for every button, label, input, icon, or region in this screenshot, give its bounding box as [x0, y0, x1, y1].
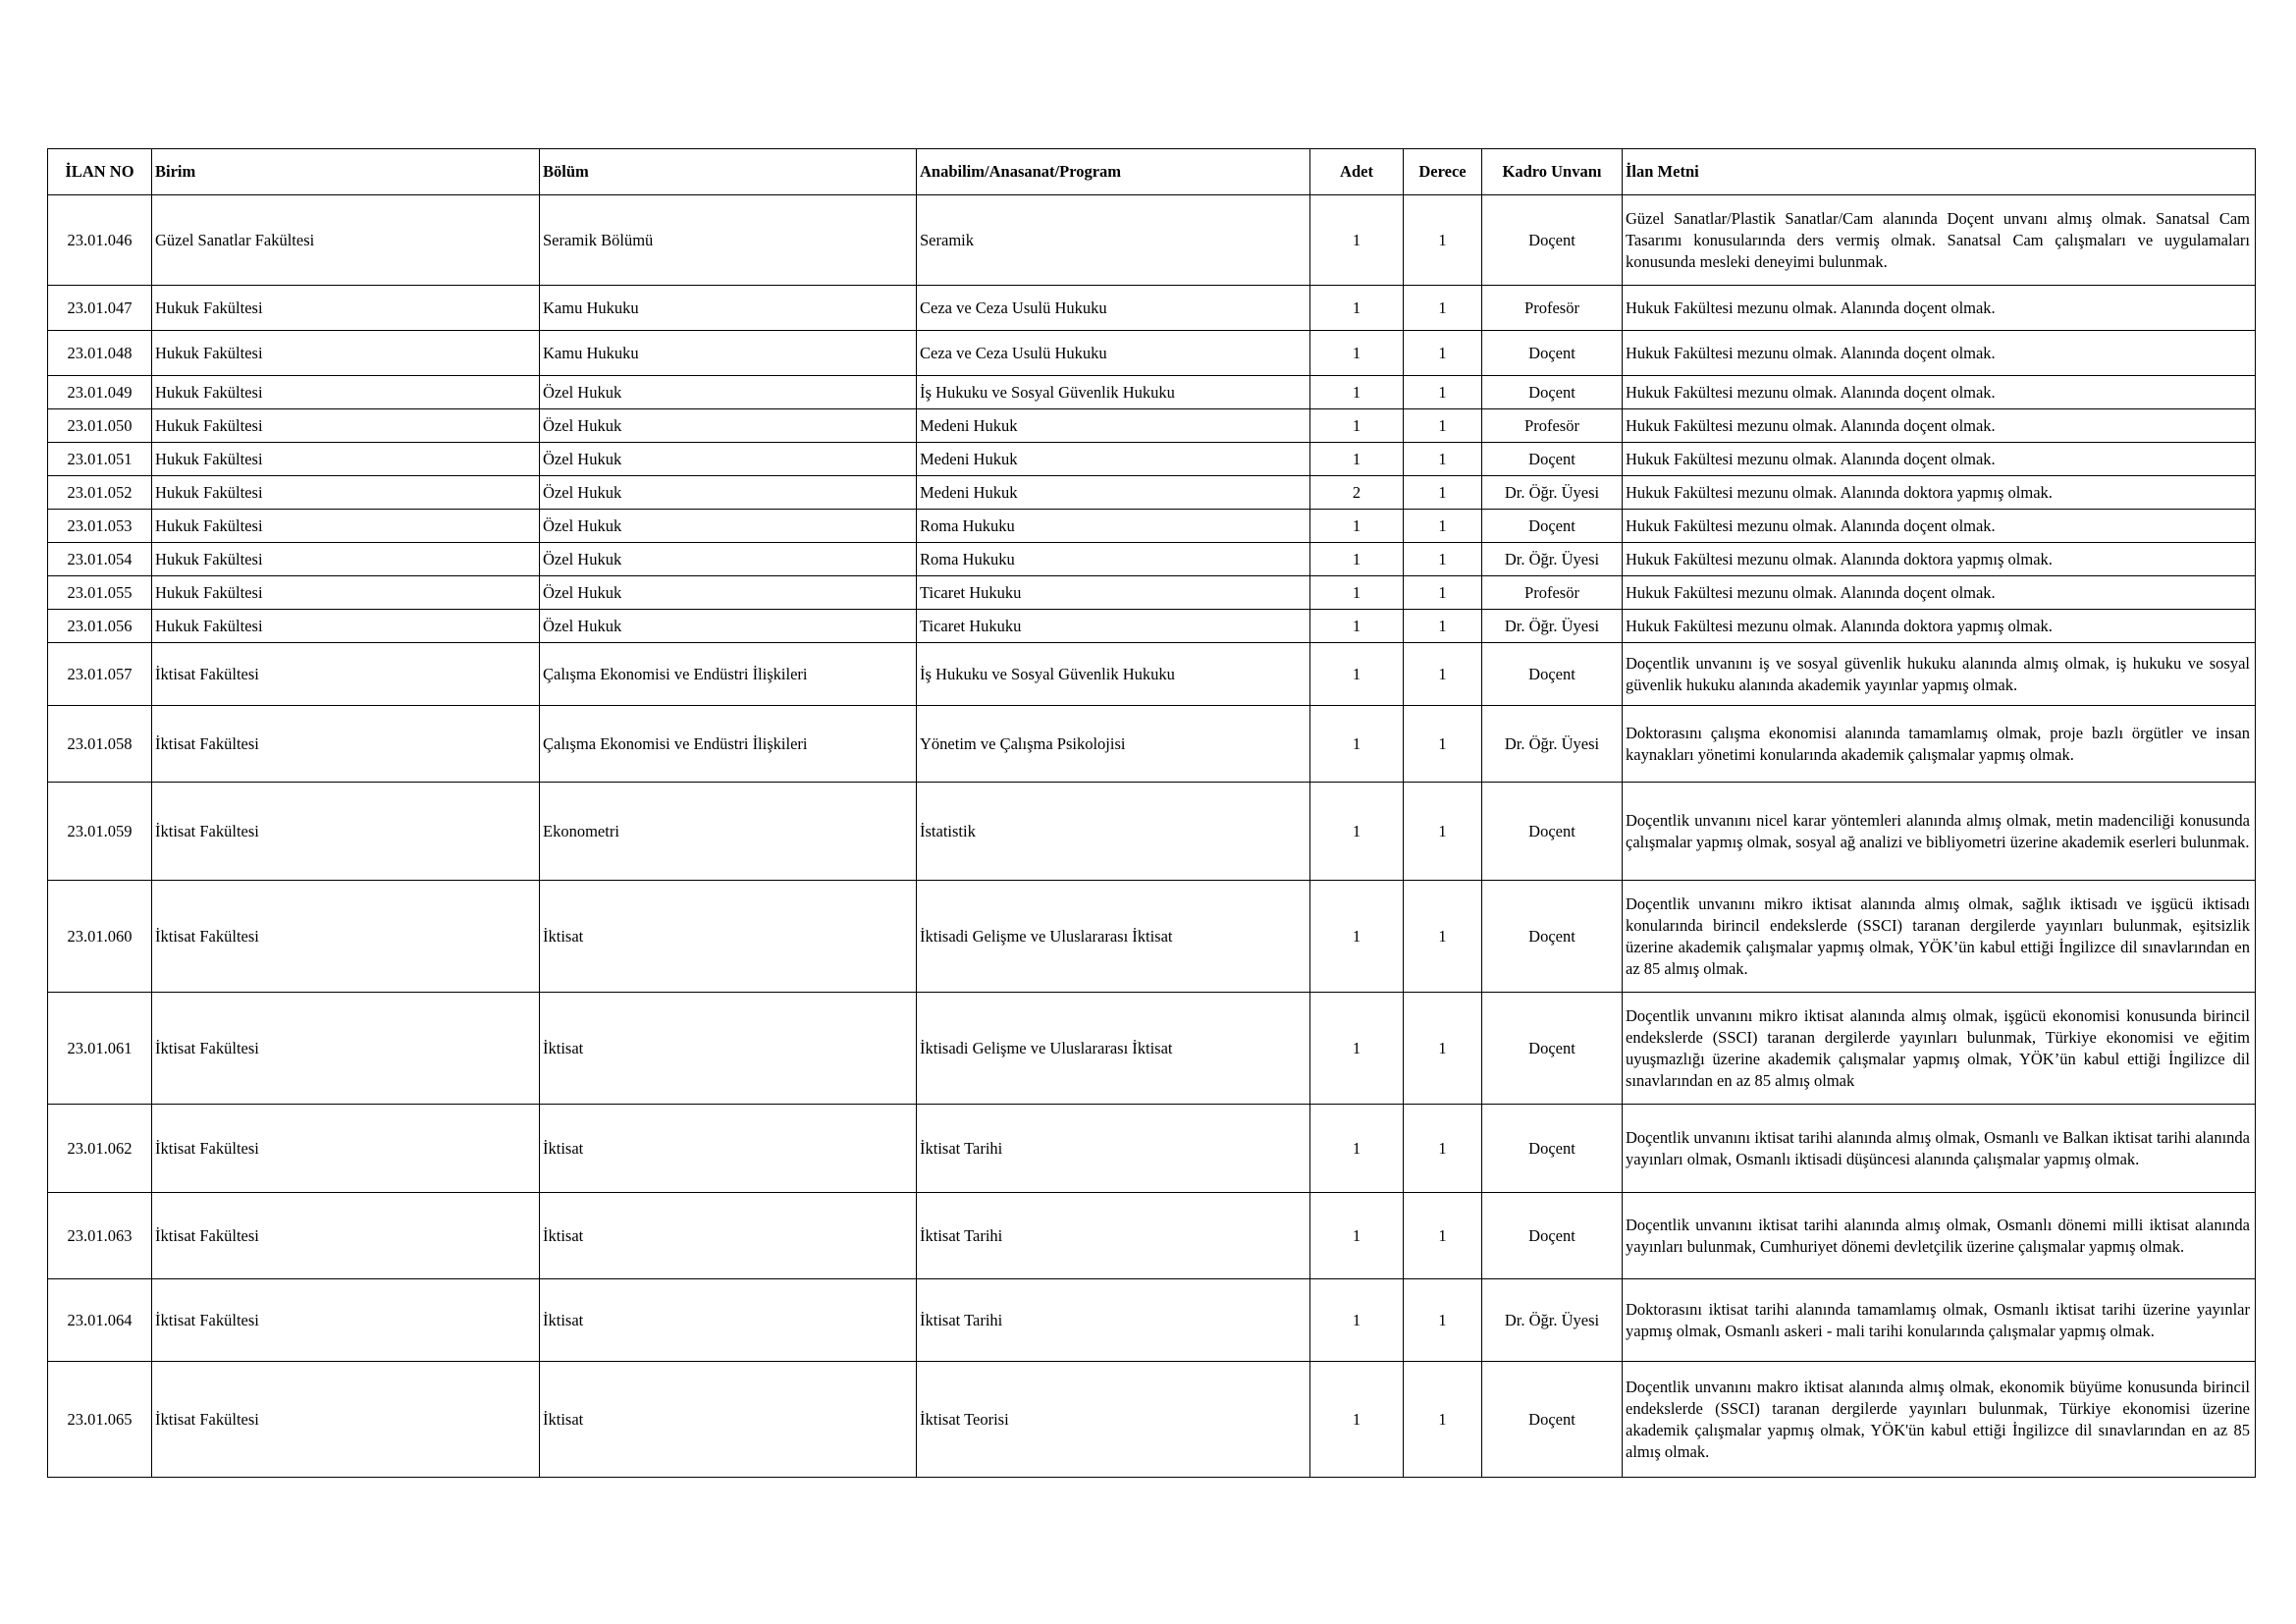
cell-ilan-metni: Doçentlik unvanını nicel karar yöntemleri alanında almış olmak, metin madenciliği konusunda çalışmalar yapmış olmak, sosyal ağ analizi ve bibliyometri üzerine akademik eserleri bulunmak.: [1623, 783, 2256, 881]
cell-kadro-unvani: Doçent: [1482, 783, 1623, 881]
cell-bolum: İktisat: [540, 881, 917, 993]
cell-bolum: İktisat: [540, 1362, 917, 1478]
cell-derece: 1: [1404, 543, 1482, 576]
cell-anabilim: İktisat Tarihi: [917, 1105, 1310, 1193]
cell-birim: Hukuk Fakültesi: [152, 510, 540, 543]
cell-anabilim: Medeni Hukuk: [917, 409, 1310, 443]
table-row: [48, 783, 2256, 881]
cell-ilan-metni: Doçentlik unvanını iş ve sosyal güvenlik hukuku alanında almış olmak, iş hukuku ve sosyal güvenlik hukuku alanında akademik yayınlar yapmış olmak.: [1623, 643, 2256, 706]
cell-birim: Hukuk Fakültesi: [152, 476, 540, 510]
header-derece: Derece: [1404, 149, 1482, 195]
cell-ilan-metni: Hukuk Fakültesi mezunu olmak. Alanında doçent olmak.: [1623, 376, 2256, 409]
cell-ilan-metni: Doçentlik unvanını makro iktisat alanında almış olmak, ekonomik büyüme konusunda birincil endekslerde (SSCI) taranan dergilerde yayınları bulunmak, Türkiye ekonomisi üzerine akademik çalışmalar yapmış olmak, YÖK'ün kabul ettiği İngilizce dil sınavlarından en az 85 almış olmak.: [1623, 1362, 2256, 1478]
cell-ilan-no: 23.01.050: [48, 409, 152, 443]
cell-ilan-metni: Hukuk Fakültesi mezunu olmak. Alanında doçent olmak.: [1623, 443, 2256, 476]
table-row: [48, 476, 2256, 510]
cell-kadro-unvani: Dr. Öğr. Üyesi: [1482, 476, 1623, 510]
cell-derece: 1: [1404, 376, 1482, 409]
cell-adet: 1: [1310, 783, 1404, 881]
cell-ilan-no: 23.01.061: [48, 993, 152, 1105]
cell-anabilim: Yönetim ve Çalışma Psikolojisi: [917, 706, 1310, 783]
cell-derece: 1: [1404, 286, 1482, 331]
cell-ilan-no: 23.01.057: [48, 643, 152, 706]
table-row: [48, 1279, 2256, 1362]
table-row: [48, 643, 2256, 706]
cell-ilan-metni: Doçentlik unvanını iktisat tarihi alanında almış olmak, Osmanlı dönemi milli iktisat alanında yayınları bulunmak, Cumhuriyet dönemi devletçilik üzerine çalışmalar yapmış olmak.: [1623, 1193, 2256, 1279]
cell-anabilim: Ceza ve Ceza Usulü Hukuku: [917, 286, 1310, 331]
cell-adet: 1: [1310, 643, 1404, 706]
cell-kadro-unvani: Dr. Öğr. Üyesi: [1482, 610, 1623, 643]
table-row: [48, 1362, 2256, 1478]
header-anabilim: Anabilim/Anasanat/Program: [917, 149, 1310, 195]
cell-anabilim: Medeni Hukuk: [917, 443, 1310, 476]
cell-adet: 1: [1310, 331, 1404, 376]
cell-bolum: Kamu Hukuku: [540, 331, 917, 376]
cell-bolum: Özel Hukuk: [540, 476, 917, 510]
cell-derece: 1: [1404, 881, 1482, 993]
cell-ilan-no: 23.01.062: [48, 1105, 152, 1193]
cell-anabilim: İktisat Tarihi: [917, 1193, 1310, 1279]
cell-ilan-metni: Hukuk Fakültesi mezunu olmak. Alanında doktora yapmış olmak.: [1623, 610, 2256, 643]
cell-anabilim: Medeni Hukuk: [917, 476, 1310, 510]
cell-bolum: Seramik Bölümü: [540, 195, 917, 286]
cell-adet: 1: [1310, 881, 1404, 993]
cell-ilan-no: 23.01.060: [48, 881, 152, 993]
table-row: [48, 993, 2256, 1105]
cell-anabilim: İstatistik: [917, 783, 1310, 881]
cell-anabilim: Ticaret Hukuku: [917, 576, 1310, 610]
table-row: [48, 331, 2256, 376]
ilan-table: [47, 148, 2256, 1478]
cell-birim: İktisat Fakültesi: [152, 1105, 540, 1193]
cell-derece: 1: [1404, 1105, 1482, 1193]
cell-derece: 1: [1404, 195, 1482, 286]
cell-bolum: Özel Hukuk: [540, 576, 917, 610]
cell-adet: 1: [1310, 443, 1404, 476]
cell-adet: 1: [1310, 1105, 1404, 1193]
cell-birim: Hukuk Fakültesi: [152, 576, 540, 610]
cell-ilan-no: 23.01.056: [48, 610, 152, 643]
cell-ilan-no: 23.01.047: [48, 286, 152, 331]
cell-anabilim: Seramik: [917, 195, 1310, 286]
cell-derece: 1: [1404, 643, 1482, 706]
cell-ilan-no: 23.01.058: [48, 706, 152, 783]
cell-derece: 1: [1404, 1362, 1482, 1478]
cell-birim: Güzel Sanatlar Fakültesi: [152, 195, 540, 286]
cell-adet: 1: [1310, 1279, 1404, 1362]
table-row: [48, 286, 2256, 331]
cell-ilan-metni: Güzel Sanatlar/Plastik Sanatlar/Cam alanında Doçent unvanı almış olmak. Sanatsal Cam Tasarımı konusularında ders vermiş olmak. Sanatsal Cam çalışmaları ve uygulamaları konusunda mesleki deneyimi bulunmak.: [1623, 195, 2256, 286]
cell-birim: Hukuk Fakültesi: [152, 443, 540, 476]
cell-kadro-unvani: Dr. Öğr. Üyesi: [1482, 1279, 1623, 1362]
cell-bolum: Özel Hukuk: [540, 543, 917, 576]
cell-birim: Hukuk Fakültesi: [152, 286, 540, 331]
cell-kadro-unvani: Doçent: [1482, 443, 1623, 476]
cell-derece: 1: [1404, 476, 1482, 510]
cell-birim: İktisat Fakültesi: [152, 1362, 540, 1478]
table-row: [48, 576, 2256, 610]
cell-kadro-unvani: Doçent: [1482, 376, 1623, 409]
cell-adet: 1: [1310, 1362, 1404, 1478]
cell-kadro-unvani: Doçent: [1482, 331, 1623, 376]
cell-ilan-no: 23.01.054: [48, 543, 152, 576]
table-row: [48, 706, 2256, 783]
cell-derece: 1: [1404, 783, 1482, 881]
cell-kadro-unvani: Doçent: [1482, 881, 1623, 993]
header-ilan-metni: İlan Metni: [1623, 149, 2256, 195]
cell-bolum: Özel Hukuk: [540, 610, 917, 643]
cell-bolum: Çalışma Ekonomisi ve Endüstri İlişkileri: [540, 706, 917, 783]
cell-adet: 1: [1310, 510, 1404, 543]
cell-ilan-metni: Hukuk Fakültesi mezunu olmak. Alanında doçent olmak.: [1623, 576, 2256, 610]
cell-anabilim: Roma Hukuku: [917, 543, 1310, 576]
cell-ilan-no: 23.01.065: [48, 1362, 152, 1478]
cell-bolum: Özel Hukuk: [540, 409, 917, 443]
cell-bolum: Kamu Hukuku: [540, 286, 917, 331]
table-body: [48, 195, 2256, 1478]
cell-ilan-metni: Hukuk Fakültesi mezunu olmak. Alanında doçent olmak.: [1623, 286, 2256, 331]
cell-anabilim: Roma Hukuku: [917, 510, 1310, 543]
cell-kadro-unvani: Doçent: [1482, 510, 1623, 543]
cell-birim: İktisat Fakültesi: [152, 1279, 540, 1362]
cell-ilan-no: 23.01.052: [48, 476, 152, 510]
cell-ilan-metni: Hukuk Fakültesi mezunu olmak. Alanında doçent olmak.: [1623, 510, 2256, 543]
cell-bolum: Özel Hukuk: [540, 443, 917, 476]
cell-bolum: Özel Hukuk: [540, 510, 917, 543]
cell-birim: İktisat Fakültesi: [152, 881, 540, 993]
cell-birim: İktisat Fakültesi: [152, 1193, 540, 1279]
cell-ilan-metni: Doktorasını iktisat tarihi alanında tamamlamış olmak, Osmanlı iktisat tarihi üzerine yayınlar yapmış olmak, Osmanlı askeri - mali tarihi konularında çalışmalar yapmış olmak.: [1623, 1279, 2256, 1362]
table-row: [48, 443, 2256, 476]
cell-kadro-unvani: Profesör: [1482, 409, 1623, 443]
table-row: [48, 409, 2256, 443]
cell-adet: 1: [1310, 706, 1404, 783]
cell-birim: Hukuk Fakültesi: [152, 409, 540, 443]
cell-anabilim: İş Hukuku ve Sosyal Güvenlik Hukuku: [917, 376, 1310, 409]
cell-ilan-no: 23.01.059: [48, 783, 152, 881]
header-adet: Adet: [1310, 149, 1404, 195]
table-row: [48, 195, 2256, 286]
cell-kadro-unvani: Profesör: [1482, 286, 1623, 331]
cell-birim: Hukuk Fakültesi: [152, 376, 540, 409]
cell-adet: 1: [1310, 409, 1404, 443]
cell-bolum: İktisat: [540, 1279, 917, 1362]
cell-derece: 1: [1404, 993, 1482, 1105]
cell-derece: 1: [1404, 576, 1482, 610]
cell-adet: 1: [1310, 576, 1404, 610]
cell-bolum: İktisat: [540, 1105, 917, 1193]
cell-ilan-metni: Doçentlik unvanını iktisat tarihi alanında almış olmak, Osmanlı ve Balkan iktisat tarihi alanında yayınları olmak, Osmanlı iktisadi düşüncesi alanında çalışmalar yapmış olmak.: [1623, 1105, 2256, 1193]
table-row: [48, 510, 2256, 543]
cell-anabilim: İktisat Teorisi: [917, 1362, 1310, 1478]
cell-ilan-metni: Hukuk Fakültesi mezunu olmak. Alanında doçent olmak.: [1623, 409, 2256, 443]
cell-bolum: Çalışma Ekonomisi ve Endüstri İlişkileri: [540, 643, 917, 706]
cell-birim: İktisat Fakültesi: [152, 993, 540, 1105]
cell-adet: 1: [1310, 543, 1404, 576]
cell-kadro-unvani: Dr. Öğr. Üyesi: [1482, 543, 1623, 576]
cell-kadro-unvani: Doçent: [1482, 993, 1623, 1105]
cell-kadro-unvani: Profesör: [1482, 576, 1623, 610]
cell-birim: İktisat Fakültesi: [152, 706, 540, 783]
cell-anabilim: İktisat Tarihi: [917, 1279, 1310, 1362]
cell-ilan-metni: Doçentlik unvanını mikro iktisat alanında almış olmak, sağlık iktisadı ve işgücü iktisadı konularında birincil endekslerde (SSCI) taranan dergilerde yayınları bulunmak, eşitsizlik üzerine akademik çalışmalar yapmış olmak, YÖK’ün kabul ettiği İngilizce dil sınavlarından en az 85 almış olmak.: [1623, 881, 2256, 993]
cell-kadro-unvani: Doçent: [1482, 1362, 1623, 1478]
cell-birim: İktisat Fakültesi: [152, 643, 540, 706]
cell-adet: 1: [1310, 286, 1404, 331]
cell-anabilim: Ceza ve Ceza Usulü Hukuku: [917, 331, 1310, 376]
header-kadro-unvani: Kadro Unvanı: [1482, 149, 1623, 195]
table-row: [48, 881, 2256, 993]
cell-kadro-unvani: Doçent: [1482, 1193, 1623, 1279]
cell-ilan-no: 23.01.053: [48, 510, 152, 543]
cell-adet: 1: [1310, 993, 1404, 1105]
cell-birim: Hukuk Fakültesi: [152, 610, 540, 643]
cell-bolum: İktisat: [540, 1193, 917, 1279]
cell-derece: 1: [1404, 1193, 1482, 1279]
cell-kadro-unvani: Doçent: [1482, 195, 1623, 286]
table-row: [48, 610, 2256, 643]
cell-anabilim: İktisadi Gelişme ve Uluslararası İktisat: [917, 993, 1310, 1105]
cell-adet: 2: [1310, 476, 1404, 510]
cell-ilan-no: 23.01.046: [48, 195, 152, 286]
cell-kadro-unvani: Doçent: [1482, 643, 1623, 706]
cell-birim: İktisat Fakültesi: [152, 783, 540, 881]
header-row: [48, 149, 2256, 195]
cell-ilan-no: 23.01.063: [48, 1193, 152, 1279]
cell-kadro-unvani: Dr. Öğr. Üyesi: [1482, 706, 1623, 783]
cell-derece: 1: [1404, 510, 1482, 543]
header-ilan-no: İLAN NO: [48, 149, 152, 195]
cell-ilan-no: 23.01.048: [48, 331, 152, 376]
table-row: [48, 376, 2256, 409]
cell-adet: 1: [1310, 1193, 1404, 1279]
cell-ilan-no: 23.01.064: [48, 1279, 152, 1362]
cell-ilan-no: 23.01.049: [48, 376, 152, 409]
cell-bolum: Ekonometri: [540, 783, 917, 881]
table-row: [48, 543, 2256, 576]
header-birim: Birim: [152, 149, 540, 195]
table-row: [48, 1193, 2256, 1279]
cell-adet: 1: [1310, 195, 1404, 286]
header-bolum: Bölüm: [540, 149, 917, 195]
cell-anabilim: İş Hukuku ve Sosyal Güvenlik Hukuku: [917, 643, 1310, 706]
cell-derece: 1: [1404, 443, 1482, 476]
cell-birim: Hukuk Fakültesi: [152, 543, 540, 576]
cell-derece: 1: [1404, 331, 1482, 376]
cell-ilan-metni: Hukuk Fakültesi mezunu olmak. Alanında doçent olmak.: [1623, 331, 2256, 376]
cell-anabilim: İktisadi Gelişme ve Uluslararası İktisat: [917, 881, 1310, 993]
cell-derece: 1: [1404, 409, 1482, 443]
cell-kadro-unvani: Doçent: [1482, 1105, 1623, 1193]
cell-derece: 1: [1404, 706, 1482, 783]
cell-bolum: İktisat: [540, 993, 917, 1105]
cell-ilan-metni: Doktorasını çalışma ekonomisi alanında tamamlamış olmak, proje bazlı örgütler ve insan kaynakları yönetimi konularında akademik çalışmalar yapmış olmak.: [1623, 706, 2256, 783]
cell-derece: 1: [1404, 610, 1482, 643]
cell-ilan-metni: Doçentlik unvanını mikro iktisat alanında almış olmak, işgücü ekonomisi konusunda birincil endekslerde (SSCI) taranan dergilerde yayınları bulunmak, Türkiye ekonomisi ve eğitim uyuşmazlığı üzerine akademik çalışmalar yapmış olmak, YÖK’ün kabul ettiği İngilizce dil sınavlarından en az 85 almış olmak: [1623, 993, 2256, 1105]
cell-anabilim: Ticaret Hukuku: [917, 610, 1310, 643]
cell-adet: 1: [1310, 376, 1404, 409]
cell-birim: Hukuk Fakültesi: [152, 331, 540, 376]
table-row: [48, 1105, 2256, 1193]
cell-ilan-metni: Hukuk Fakültesi mezunu olmak. Alanında doktora yapmış olmak.: [1623, 543, 2256, 576]
cell-ilan-no: 23.01.055: [48, 576, 152, 610]
cell-adet: 1: [1310, 610, 1404, 643]
cell-ilan-no: 23.01.051: [48, 443, 152, 476]
cell-bolum: Özel Hukuk: [540, 376, 917, 409]
cell-ilan-metni: Hukuk Fakültesi mezunu olmak. Alanında doktora yapmış olmak.: [1623, 476, 2256, 510]
cell-derece: 1: [1404, 1279, 1482, 1362]
